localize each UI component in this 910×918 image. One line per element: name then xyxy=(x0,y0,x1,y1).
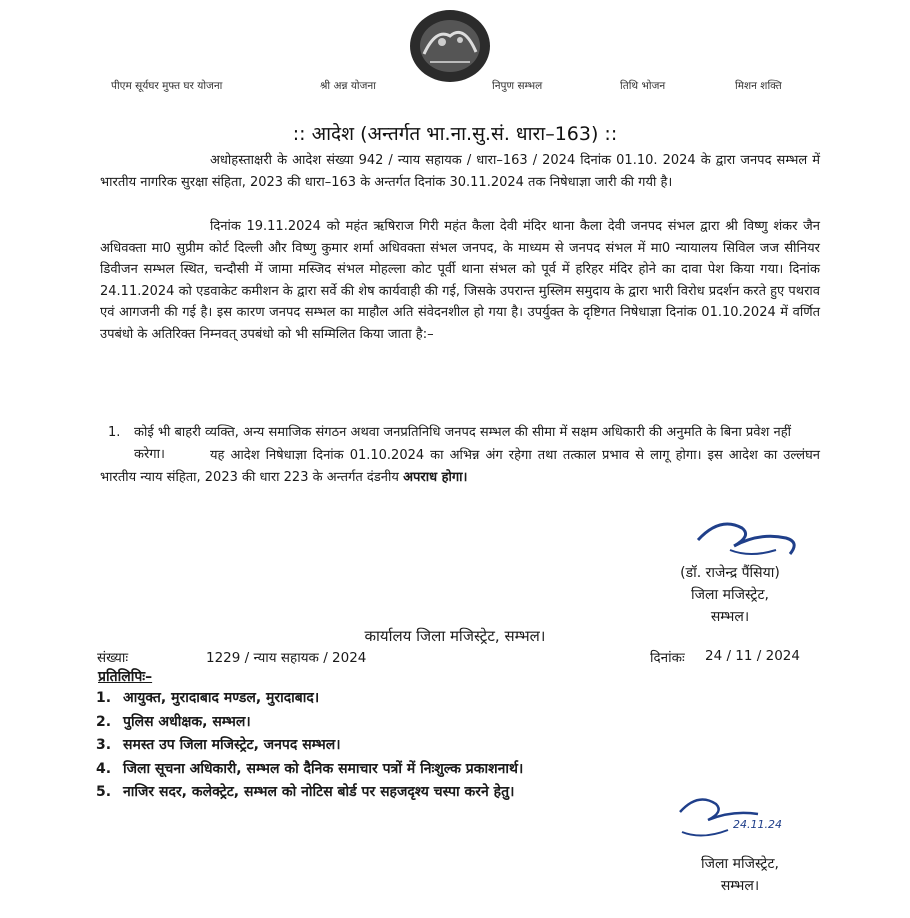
signatory-designation-2: जिला मजिस्ट्रेट, xyxy=(701,856,779,872)
seal-logo xyxy=(402,6,498,84)
list-item-text: आयुक्त, मुरादाबाद मण्डल, मुरादाबाद। xyxy=(123,690,320,706)
provision-number: 1. xyxy=(108,425,121,440)
list-item xyxy=(96,734,523,758)
list-item-number: 5. xyxy=(96,784,112,800)
list-item-text: नाजिर सदर, कलेक्ट्रेट, सम्भल को नोटिस बोर्ड पर सहजदृश्य चस्पा करने हेतु। xyxy=(123,784,515,800)
scheme-label-5: मिशन शक्ति xyxy=(735,80,782,92)
number-value: 1229 / न्याय सहायक / 2024 xyxy=(206,650,367,666)
signature-mark xyxy=(690,510,810,570)
list-item xyxy=(96,711,523,735)
paragraph-3-bold: अपराध होगा। xyxy=(403,469,468,485)
signatory-name: (डॉ. राजेन्द्र पैंसिया) xyxy=(680,565,780,581)
signature-block-2 xyxy=(640,853,840,897)
paragraph-3-text: यह आदेश निषेधाज्ञा दिनांक 01.10.2024 का अभिन्न अंग रहेगा तथा तत्काल प्रभाव से लागू होगा। इस आदेश का उल्लंघन भारतीय न्याय संहिता, 2023 की धारा 223 के अन्तर्गत दंडनीय xyxy=(100,448,820,485)
scheme-label-1: पीएम सूर्यघर मुफ्त घर योजना xyxy=(111,80,223,92)
office-heading: कार्यालय जिला मजिस्ट्रेट, सम्भल। xyxy=(364,627,546,645)
list-item-text: समस्त उप जिला मजिस्ट्रेट, जनपद सम्भल। xyxy=(123,737,341,753)
list-item xyxy=(96,758,523,782)
list-item-number: 1. xyxy=(96,690,112,706)
list-item-text: पुलिस अधीक्षक, सम्भल। xyxy=(123,713,251,730)
number-label: संख्याः xyxy=(97,650,129,666)
scheme-label-2: श्री अन्न योजना xyxy=(320,80,376,92)
copies-list xyxy=(96,687,523,805)
paragraph-1 xyxy=(100,150,820,193)
handwritten-date: 24.11.24 xyxy=(733,818,782,831)
list-item-number: 3. xyxy=(96,737,112,753)
signatory-place-2: सम्भल। xyxy=(720,878,760,894)
signatory-place: सम्भल। xyxy=(710,609,750,625)
list-item-number: 2. xyxy=(96,713,112,730)
date-value: 24 / 11 / 2024 xyxy=(705,648,800,664)
scheme-label-4: तिथि भोजन xyxy=(620,80,666,92)
copies-heading: प्रतिलिपिः– xyxy=(98,669,153,685)
scheme-label-3: निपुण सम्भल xyxy=(492,80,543,92)
list-item-text: जिला सूचना अधिकारी, सम्भल को दैनिक समाचार पत्रों में निःशुल्क प्रकाशनार्थ। xyxy=(123,760,524,777)
paragraph-2 xyxy=(100,216,820,346)
signature-block xyxy=(620,562,840,628)
order-title: :: आदेश (अन्तर्गत भा.ना.सु.सं. धारा–163) :: xyxy=(292,123,618,145)
list-item-number: 4. xyxy=(96,760,112,777)
date-label: दिनांकः xyxy=(650,650,685,666)
signatory-designation: जिला मजिस्ट्रेट, xyxy=(691,587,769,603)
paragraph-2-text: दिनांक 19.11.2024 को महंत ऋषिराज गिरी महंत कैला देवी मंदिर थाना कैला देवी जनपद संभल द्वारा श्री विष्णु शंकर जैन अधिवक्ता मा0 सुप्रीम कोर्ट दिल्ली और विष्णु कुमार शर्मा अधिवक्ता संभल जनपद, के माध्यम से जनपद संभल में मा0 न्यायालय सिविल जज सीनियर डिवीजन सम्भल स्थित, चन्दौसी में जामा मस्जिद संभल मोहल्ला कोट पूर्वी थाना संभल को पूर्व में हरिहर मंदिर होने का दावा पेश किया गया। दिनांक 24.11.2024 को एडवाकेट कमीशन के द्वारा सर्वे की शेष कार्यवाही की गई, जिसके उपरान्त मुस्लिम समुदाय के द्वारा भारी विरोध प्रदर्शन करते हुए पथराव एवं आगजनी की गई है। इस कारण जनपद सम्भल का माहौल अति संवेदनशील हो गया है। उपर्युक्त के दृष्टिगत निषेधाज्ञा दिनांक 01.10.2024 में वर्णित उपबंधो के अतिरिक्त निम्नवत् उपबंधो को भी सम्मिलित किया जाता है:– xyxy=(100,219,820,342)
paragraph-1-text: अधोहस्ताक्षरी के आदेश संख्या 942 / न्याय सहायक / धारा–163 / 2024 दिनांक 01.10. 2024 के द्वारा जनपद सम्भल में भारतीय नागरिक सुरक्षा संहिता, 2023 की धारा–163 के अन्तर्गत दिनांक 30.11.2024 तक निषेधाज्ञा जारी की गयी है। xyxy=(100,153,820,190)
provision-text: कोई भी बाहरी व्यक्ति, अन्य समाजिक संगठन अथवा जनप्रतिनिधि जनपद सम्भल की सीमा में सक्षम अधिकारी की अनुमति के बिना प्रवेश नहीं करेगा। xyxy=(134,425,791,462)
paragraph-3 xyxy=(100,445,820,488)
list-item xyxy=(96,687,523,711)
list-item xyxy=(96,781,523,805)
